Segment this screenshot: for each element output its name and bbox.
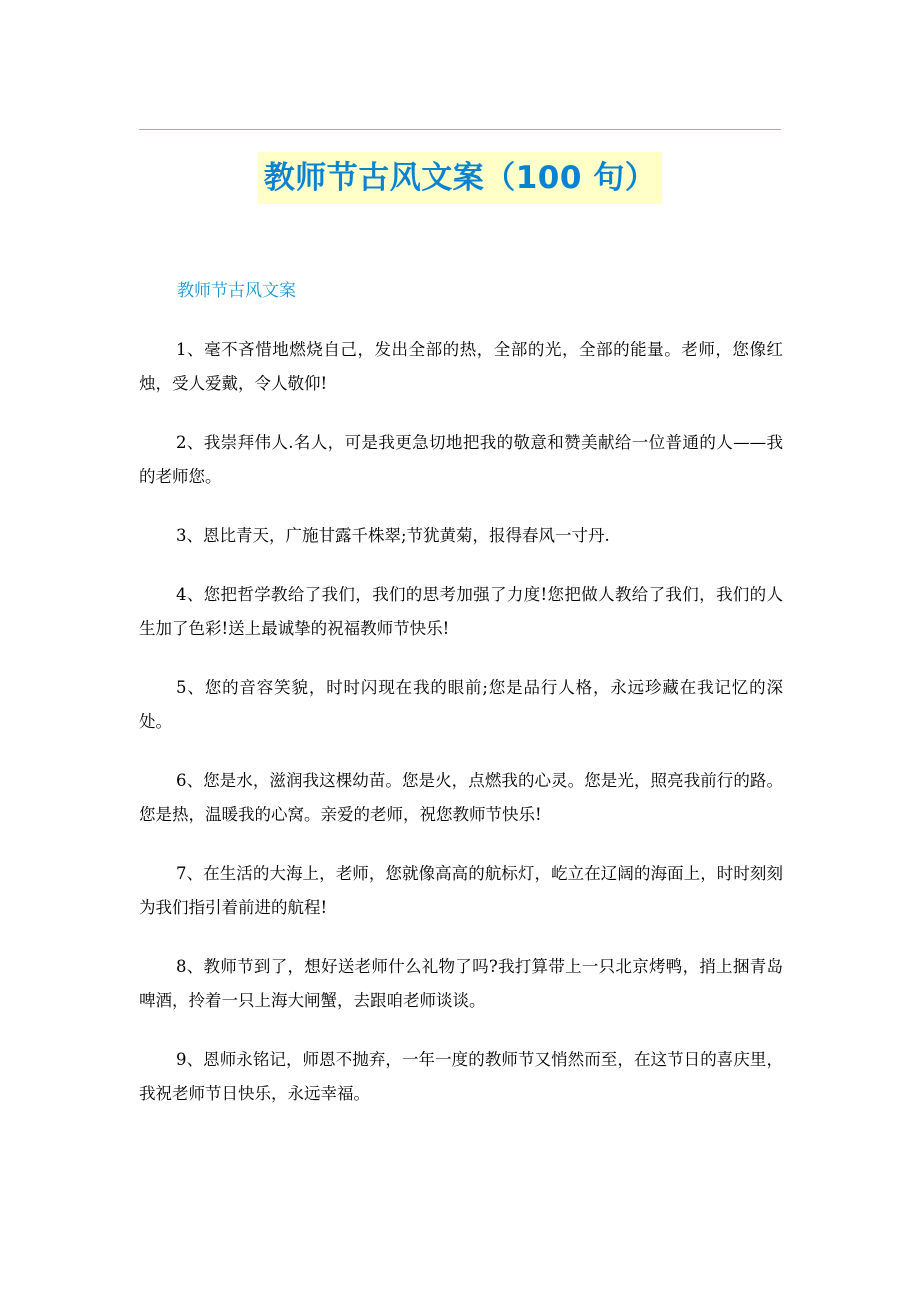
list-item: 2、我崇拜伟人.名人，可是我更急切地把我的敬意和赞美献给一位普通的人——我的老师您。 [139, 433, 783, 486]
wish-list [139, 333, 783, 1136]
list-item: 7、在生活的大海上，老师，您就像高高的航标灯，屹立在辽阔的海面上，时时刻刻为我们指引着前进的航程! [139, 864, 783, 917]
list-item: 5、您的音容笑貌，时时闪现在我的眼前;您是品行人格，永远珍藏在我记忆的深处。 [139, 678, 783, 731]
list-item: 6、您是水，滋润我这棵幼苗。您是火，点燃我的心灵。您是光，照亮我前行的路。您是热，温暖我的心窝。亲爱的老师，祝您教师节快乐! [139, 771, 783, 824]
list-item: 9、恩师永铭记，师恩不抛弃，一年一度的教师节又悄然而至，在这节日的喜庆里，我祝老师节日快乐，永远幸福。 [139, 1050, 783, 1103]
list-item: 4、您把哲学教给了我们，我们的思考加强了力度!您把做人教给了我们，我们的人生加了色彩!送上最诚挚的祝福教师节快乐! [139, 585, 783, 638]
title-container [0, 152, 920, 204]
page-title: 教师节古风文案（100 句） [258, 152, 663, 204]
list-item: 1、毫不吝惜地燃烧自己，发出全部的热，全部的光，全部的能量。老师，您像红烛，受人爱戴，令人敬仰! [139, 340, 783, 393]
section-heading: 教师节古风文案 [177, 281, 296, 301]
list-item: 8、教师节到了，想好送老师什么礼物了吗?我打算带上一只北京烤鸭，捎上捆青岛啤酒，拎着一只上海大闸蟹，去跟咱老师谈谈。 [139, 957, 783, 1010]
top-divider [139, 129, 781, 130]
list-item: 3、恩比青天，广施甘露千株翠;节犹黄菊，报得春风一寸丹. [176, 526, 610, 545]
